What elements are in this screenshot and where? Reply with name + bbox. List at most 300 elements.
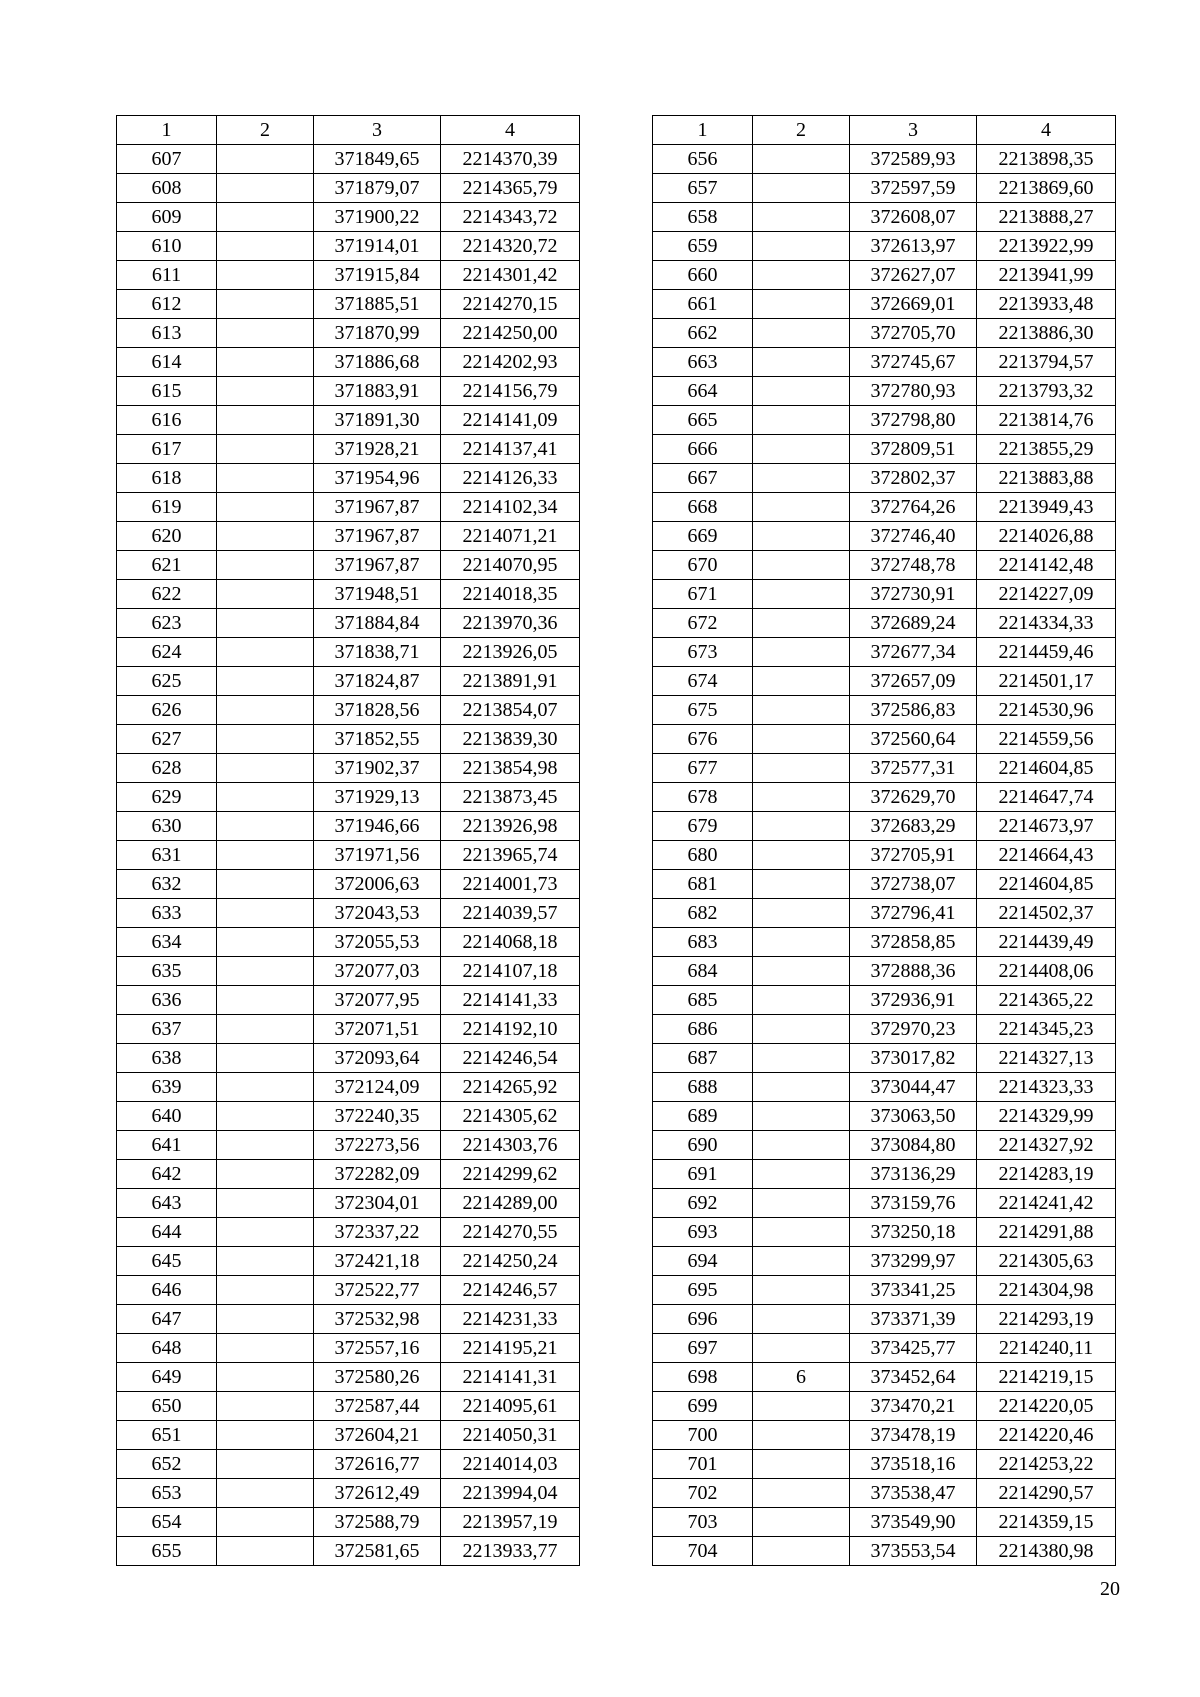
table-row [117,319,580,348]
y-coordinate-cell: 2213873,45 [441,783,580,812]
marker-cell [753,986,850,1015]
table-row [117,1073,580,1102]
y-coordinate-cell: 2213926,05 [441,638,580,667]
marker-cell [217,493,314,522]
x-coordinate-cell: 373017,82 [850,1044,977,1073]
point-number-cell: 645 [117,1247,217,1276]
marker-cell [217,1131,314,1160]
y-coordinate-cell: 2214142,48 [977,551,1116,580]
table-row [117,261,580,290]
x-coordinate-cell: 372669,01 [850,290,977,319]
x-coordinate-cell: 373549,90 [850,1508,977,1537]
marker-cell [753,725,850,754]
point-number-cell: 658 [653,203,753,232]
y-coordinate-cell: 2213933,48 [977,290,1116,319]
marker-cell [217,522,314,551]
point-number-cell: 621 [117,551,217,580]
y-coordinate-cell: 2214365,79 [441,174,580,203]
table-row [653,522,1116,551]
table-row [117,986,580,1015]
table-row [117,1189,580,1218]
point-number-cell: 693 [653,1218,753,1247]
x-coordinate-cell: 371891,30 [314,406,441,435]
marker-cell [753,580,850,609]
x-coordinate-cell: 372560,64 [850,725,977,754]
x-coordinate-cell: 372798,80 [850,406,977,435]
marker-cell: 6 [753,1363,850,1392]
header-row [653,116,1116,145]
table-row [653,1450,1116,1479]
x-coordinate-cell: 373299,97 [850,1247,977,1276]
y-coordinate-cell: 2214141,31 [441,1363,580,1392]
x-coordinate-cell: 371886,68 [314,348,441,377]
point-number-cell: 657 [653,174,753,203]
y-coordinate-cell: 2213883,88 [977,464,1116,493]
marker-cell [217,203,314,232]
point-number-cell: 691 [653,1160,753,1189]
marker-cell [753,1102,850,1131]
table-row [117,1044,580,1073]
x-coordinate-cell: 372589,93 [850,145,977,174]
x-coordinate-cell: 372629,70 [850,783,977,812]
x-coordinate-cell: 372577,31 [850,754,977,783]
y-coordinate-cell: 2214439,49 [977,928,1116,957]
table-row [117,435,580,464]
x-coordinate-cell: 373518,16 [850,1450,977,1479]
y-coordinate-cell: 2214014,03 [441,1450,580,1479]
x-coordinate-cell: 372657,09 [850,667,977,696]
y-coordinate-cell: 2213888,27 [977,203,1116,232]
marker-cell [753,551,850,580]
marker-cell [217,1189,314,1218]
point-number-cell: 684 [653,957,753,986]
y-coordinate-cell: 2214253,22 [977,1450,1116,1479]
table-row [653,493,1116,522]
x-coordinate-cell: 372627,07 [850,261,977,290]
point-number-cell: 638 [117,1044,217,1073]
x-coordinate-cell: 372006,63 [314,870,441,899]
x-coordinate-cell: 371870,99 [314,319,441,348]
y-coordinate-cell: 2214301,42 [441,261,580,290]
y-coordinate-cell: 2213886,30 [977,319,1116,348]
marker-cell [217,609,314,638]
x-coordinate-cell: 372738,07 [850,870,977,899]
y-coordinate-cell: 2214323,33 [977,1073,1116,1102]
header-cell-4: 4 [441,116,580,145]
y-coordinate-cell: 2214192,10 [441,1015,580,1044]
point-number-cell: 655 [117,1537,217,1566]
point-number-cell: 688 [653,1073,753,1102]
point-number-cell: 617 [117,435,217,464]
y-coordinate-cell: 2214141,33 [441,986,580,1015]
x-coordinate-cell: 373063,50 [850,1102,977,1131]
x-coordinate-cell: 373538,47 [850,1479,977,1508]
table-row [653,290,1116,319]
marker-cell [217,261,314,290]
marker-cell [217,667,314,696]
x-coordinate-cell: 373452,64 [850,1363,977,1392]
x-coordinate-cell: 372730,91 [850,580,977,609]
table-row [653,1218,1116,1247]
point-number-cell: 646 [117,1276,217,1305]
table-row [653,841,1116,870]
y-coordinate-cell: 2214231,33 [441,1305,580,1334]
x-coordinate-cell: 371852,55 [314,725,441,754]
point-number-cell: 614 [117,348,217,377]
y-coordinate-cell: 2213855,29 [977,435,1116,464]
header-cell-3: 3 [850,116,977,145]
point-number-cell: 651 [117,1421,217,1450]
point-number-cell: 659 [653,232,753,261]
marker-cell [217,1392,314,1421]
table-row [653,145,1116,174]
point-number-cell: 650 [117,1392,217,1421]
x-coordinate-cell: 372746,40 [850,522,977,551]
x-coordinate-cell: 372677,34 [850,638,977,667]
point-number-cell: 663 [653,348,753,377]
x-coordinate-cell: 371971,56 [314,841,441,870]
point-number-cell: 674 [653,667,753,696]
y-coordinate-cell: 2213957,19 [441,1508,580,1537]
y-coordinate-cell: 2214220,46 [977,1421,1116,1450]
point-number-cell: 635 [117,957,217,986]
marker-cell [217,1450,314,1479]
marker-cell [753,957,850,986]
marker-cell [753,609,850,638]
table-row [117,493,580,522]
marker-cell [753,1508,850,1537]
y-coordinate-cell: 2214195,21 [441,1334,580,1363]
point-number-cell: 673 [653,638,753,667]
table-row [653,377,1116,406]
marker-cell [217,754,314,783]
marker-cell [753,1421,850,1450]
point-number-cell: 648 [117,1334,217,1363]
table-row [117,145,580,174]
coordinates-table-right [652,115,1116,1566]
marker-cell [217,1073,314,1102]
table-row [653,1508,1116,1537]
point-number-cell: 623 [117,609,217,638]
x-coordinate-cell: 372796,41 [850,899,977,928]
x-coordinate-cell: 371884,84 [314,609,441,638]
marker-cell [753,464,850,493]
marker-cell [753,435,850,464]
point-number-cell: 627 [117,725,217,754]
x-coordinate-cell: 372780,93 [850,377,977,406]
y-coordinate-cell: 2214370,39 [441,145,580,174]
marker-cell [217,1363,314,1392]
x-coordinate-cell: 372093,64 [314,1044,441,1073]
point-number-cell: 704 [653,1537,753,1566]
point-number-cell: 633 [117,899,217,928]
x-coordinate-cell: 372580,26 [314,1363,441,1392]
x-coordinate-cell: 372608,07 [850,203,977,232]
marker-cell [217,1334,314,1363]
y-coordinate-cell: 2213933,77 [441,1537,580,1566]
point-number-cell: 636 [117,986,217,1015]
x-coordinate-cell: 373470,21 [850,1392,977,1421]
point-number-cell: 639 [117,1073,217,1102]
y-coordinate-cell: 2213839,30 [441,725,580,754]
table-row [117,1450,580,1479]
point-number-cell: 610 [117,232,217,261]
x-coordinate-cell: 371967,87 [314,522,441,551]
marker-cell [217,1160,314,1189]
x-coordinate-cell: 373371,39 [850,1305,977,1334]
y-coordinate-cell: 2214559,56 [977,725,1116,754]
x-coordinate-cell: 373341,25 [850,1276,977,1305]
point-number-cell: 692 [653,1189,753,1218]
y-coordinate-cell: 2214290,57 [977,1479,1116,1508]
x-coordinate-cell: 372240,35 [314,1102,441,1131]
x-coordinate-cell: 372764,26 [850,493,977,522]
y-coordinate-cell: 2213941,99 [977,261,1116,290]
point-number-cell: 653 [117,1479,217,1508]
table-row [117,203,580,232]
table-row [117,928,580,957]
x-coordinate-cell: 372745,67 [850,348,977,377]
point-number-cell: 652 [117,1450,217,1479]
marker-cell [753,1073,850,1102]
table-row [653,464,1116,493]
marker-cell [753,1131,850,1160]
x-coordinate-cell: 371967,87 [314,551,441,580]
point-number-cell: 672 [653,609,753,638]
point-number-cell: 697 [653,1334,753,1363]
x-coordinate-cell: 372705,70 [850,319,977,348]
x-coordinate-cell: 372282,09 [314,1160,441,1189]
y-coordinate-cell: 2214270,55 [441,1218,580,1247]
x-coordinate-cell: 371902,37 [314,754,441,783]
marker-cell [753,493,850,522]
point-number-cell: 622 [117,580,217,609]
table-row [117,232,580,261]
table-row [117,638,580,667]
marker-cell [217,1479,314,1508]
table-row [117,1334,580,1363]
point-number-cell: 695 [653,1276,753,1305]
x-coordinate-cell: 371954,96 [314,464,441,493]
marker-cell [217,696,314,725]
point-number-cell: 665 [653,406,753,435]
x-coordinate-cell: 372557,16 [314,1334,441,1363]
marker-cell [753,1305,850,1334]
table-row [117,174,580,203]
marker-cell [217,232,314,261]
y-coordinate-cell: 2213891,91 [441,667,580,696]
y-coordinate-cell: 2213922,99 [977,232,1116,261]
point-number-cell: 644 [117,1218,217,1247]
table-row [653,551,1116,580]
point-number-cell: 670 [653,551,753,580]
point-number-cell: 662 [653,319,753,348]
y-coordinate-cell: 2214305,63 [977,1247,1116,1276]
marker-cell [217,1305,314,1334]
y-coordinate-cell: 2214293,19 [977,1305,1116,1334]
table-row [653,725,1116,754]
x-coordinate-cell: 372587,44 [314,1392,441,1421]
marker-cell [753,290,850,319]
marker-cell [217,841,314,870]
y-coordinate-cell: 2213965,74 [441,841,580,870]
y-coordinate-cell: 2214141,09 [441,406,580,435]
marker-cell [217,464,314,493]
marker-cell [753,1160,850,1189]
y-coordinate-cell: 2214345,23 [977,1015,1116,1044]
point-number-cell: 619 [117,493,217,522]
table-row [653,1363,1116,1392]
table-row [117,1102,580,1131]
y-coordinate-cell: 2214408,06 [977,957,1116,986]
point-number-cell: 620 [117,522,217,551]
x-coordinate-cell: 371914,01 [314,232,441,261]
x-coordinate-cell: 373084,80 [850,1131,977,1160]
marker-cell [753,174,850,203]
marker-cell [217,725,314,754]
point-number-cell: 668 [653,493,753,522]
table-row [117,870,580,899]
marker-cell [217,290,314,319]
marker-cell [217,957,314,986]
marker-cell [217,899,314,928]
x-coordinate-cell: 372888,36 [850,957,977,986]
table-row [653,1160,1116,1189]
y-coordinate-cell: 2213898,35 [977,145,1116,174]
x-coordinate-cell: 372613,97 [850,232,977,261]
marker-cell [753,696,850,725]
y-coordinate-cell: 2214050,31 [441,1421,580,1450]
y-coordinate-cell: 2214202,93 [441,348,580,377]
table-row [653,1334,1116,1363]
y-coordinate-cell: 2214070,95 [441,551,580,580]
x-coordinate-cell: 371824,87 [314,667,441,696]
y-coordinate-cell: 2214305,62 [441,1102,580,1131]
y-coordinate-cell: 2214219,15 [977,1363,1116,1392]
y-coordinate-cell: 2214359,15 [977,1508,1116,1537]
header-cell-4: 4 [977,116,1116,145]
y-coordinate-cell: 2214334,33 [977,609,1116,638]
y-coordinate-cell: 2214227,09 [977,580,1116,609]
x-coordinate-cell: 372586,83 [850,696,977,725]
point-number-cell: 656 [653,145,753,174]
x-coordinate-cell: 372597,59 [850,174,977,203]
table-row [653,174,1116,203]
point-number-cell: 679 [653,812,753,841]
header-cell-1: 1 [653,116,753,145]
point-number-cell: 689 [653,1102,753,1131]
marker-cell [753,638,850,667]
x-coordinate-cell: 372532,98 [314,1305,441,1334]
x-coordinate-cell: 371885,51 [314,290,441,319]
point-number-cell: 681 [653,870,753,899]
point-number-cell: 680 [653,841,753,870]
table-row [117,1479,580,1508]
y-coordinate-cell: 2214365,22 [977,986,1116,1015]
y-coordinate-cell: 2214303,76 [441,1131,580,1160]
marker-cell [753,1015,850,1044]
x-coordinate-cell: 372936,91 [850,986,977,1015]
y-coordinate-cell: 2214327,13 [977,1044,1116,1073]
y-coordinate-cell: 2213854,07 [441,696,580,725]
table-row [653,1073,1116,1102]
point-number-cell: 609 [117,203,217,232]
y-coordinate-cell: 2213970,36 [441,609,580,638]
y-coordinate-cell: 2214327,92 [977,1131,1116,1160]
point-number-cell: 630 [117,812,217,841]
table-row [117,1218,580,1247]
x-coordinate-cell: 373136,29 [850,1160,977,1189]
point-number-cell: 703 [653,1508,753,1537]
point-number-cell: 686 [653,1015,753,1044]
point-number-cell: 628 [117,754,217,783]
marker-cell [753,1537,850,1566]
marker-cell [753,812,850,841]
y-coordinate-cell: 2214220,05 [977,1392,1116,1421]
x-coordinate-cell: 372705,91 [850,841,977,870]
table-row [653,1305,1116,1334]
marker-cell [217,1421,314,1450]
marker-cell [753,1450,850,1479]
point-number-cell: 690 [653,1131,753,1160]
y-coordinate-cell: 2214068,18 [441,928,580,957]
x-coordinate-cell: 373044,47 [850,1073,977,1102]
table-row [117,1131,580,1160]
table-row [653,261,1116,290]
point-number-cell: 608 [117,174,217,203]
point-number-cell: 702 [653,1479,753,1508]
table-row [117,812,580,841]
table-body-left [117,116,580,1566]
marker-cell [753,1276,850,1305]
marker-cell [217,435,314,464]
x-coordinate-cell: 371828,56 [314,696,441,725]
table-row [117,464,580,493]
y-coordinate-cell: 2214026,88 [977,522,1116,551]
x-coordinate-cell: 371946,66 [314,812,441,841]
table-row [117,1247,580,1276]
x-coordinate-cell: 371900,22 [314,203,441,232]
marker-cell [217,174,314,203]
table-row [653,1015,1116,1044]
marker-cell [217,1247,314,1276]
point-number-cell: 685 [653,986,753,1015]
table-row [653,406,1116,435]
y-coordinate-cell: 2214107,18 [441,957,580,986]
table-row [653,812,1116,841]
y-coordinate-cell: 2214343,72 [441,203,580,232]
header-cell-1: 1 [117,116,217,145]
table-row [653,1131,1116,1160]
y-coordinate-cell: 2214304,98 [977,1276,1116,1305]
table-row [117,725,580,754]
table-row [117,899,580,928]
x-coordinate-cell: 371915,84 [314,261,441,290]
marker-cell [753,1392,850,1421]
point-number-cell: 667 [653,464,753,493]
table-row [117,1392,580,1421]
table-row [653,232,1116,261]
y-coordinate-cell: 2214647,74 [977,783,1116,812]
table-row [653,957,1116,986]
marker-cell [217,551,314,580]
marker-cell [217,145,314,174]
table-row [653,1276,1116,1305]
x-coordinate-cell: 371879,07 [314,174,441,203]
point-number-cell: 698 [653,1363,753,1392]
point-number-cell: 607 [117,145,217,174]
point-number-cell: 682 [653,899,753,928]
